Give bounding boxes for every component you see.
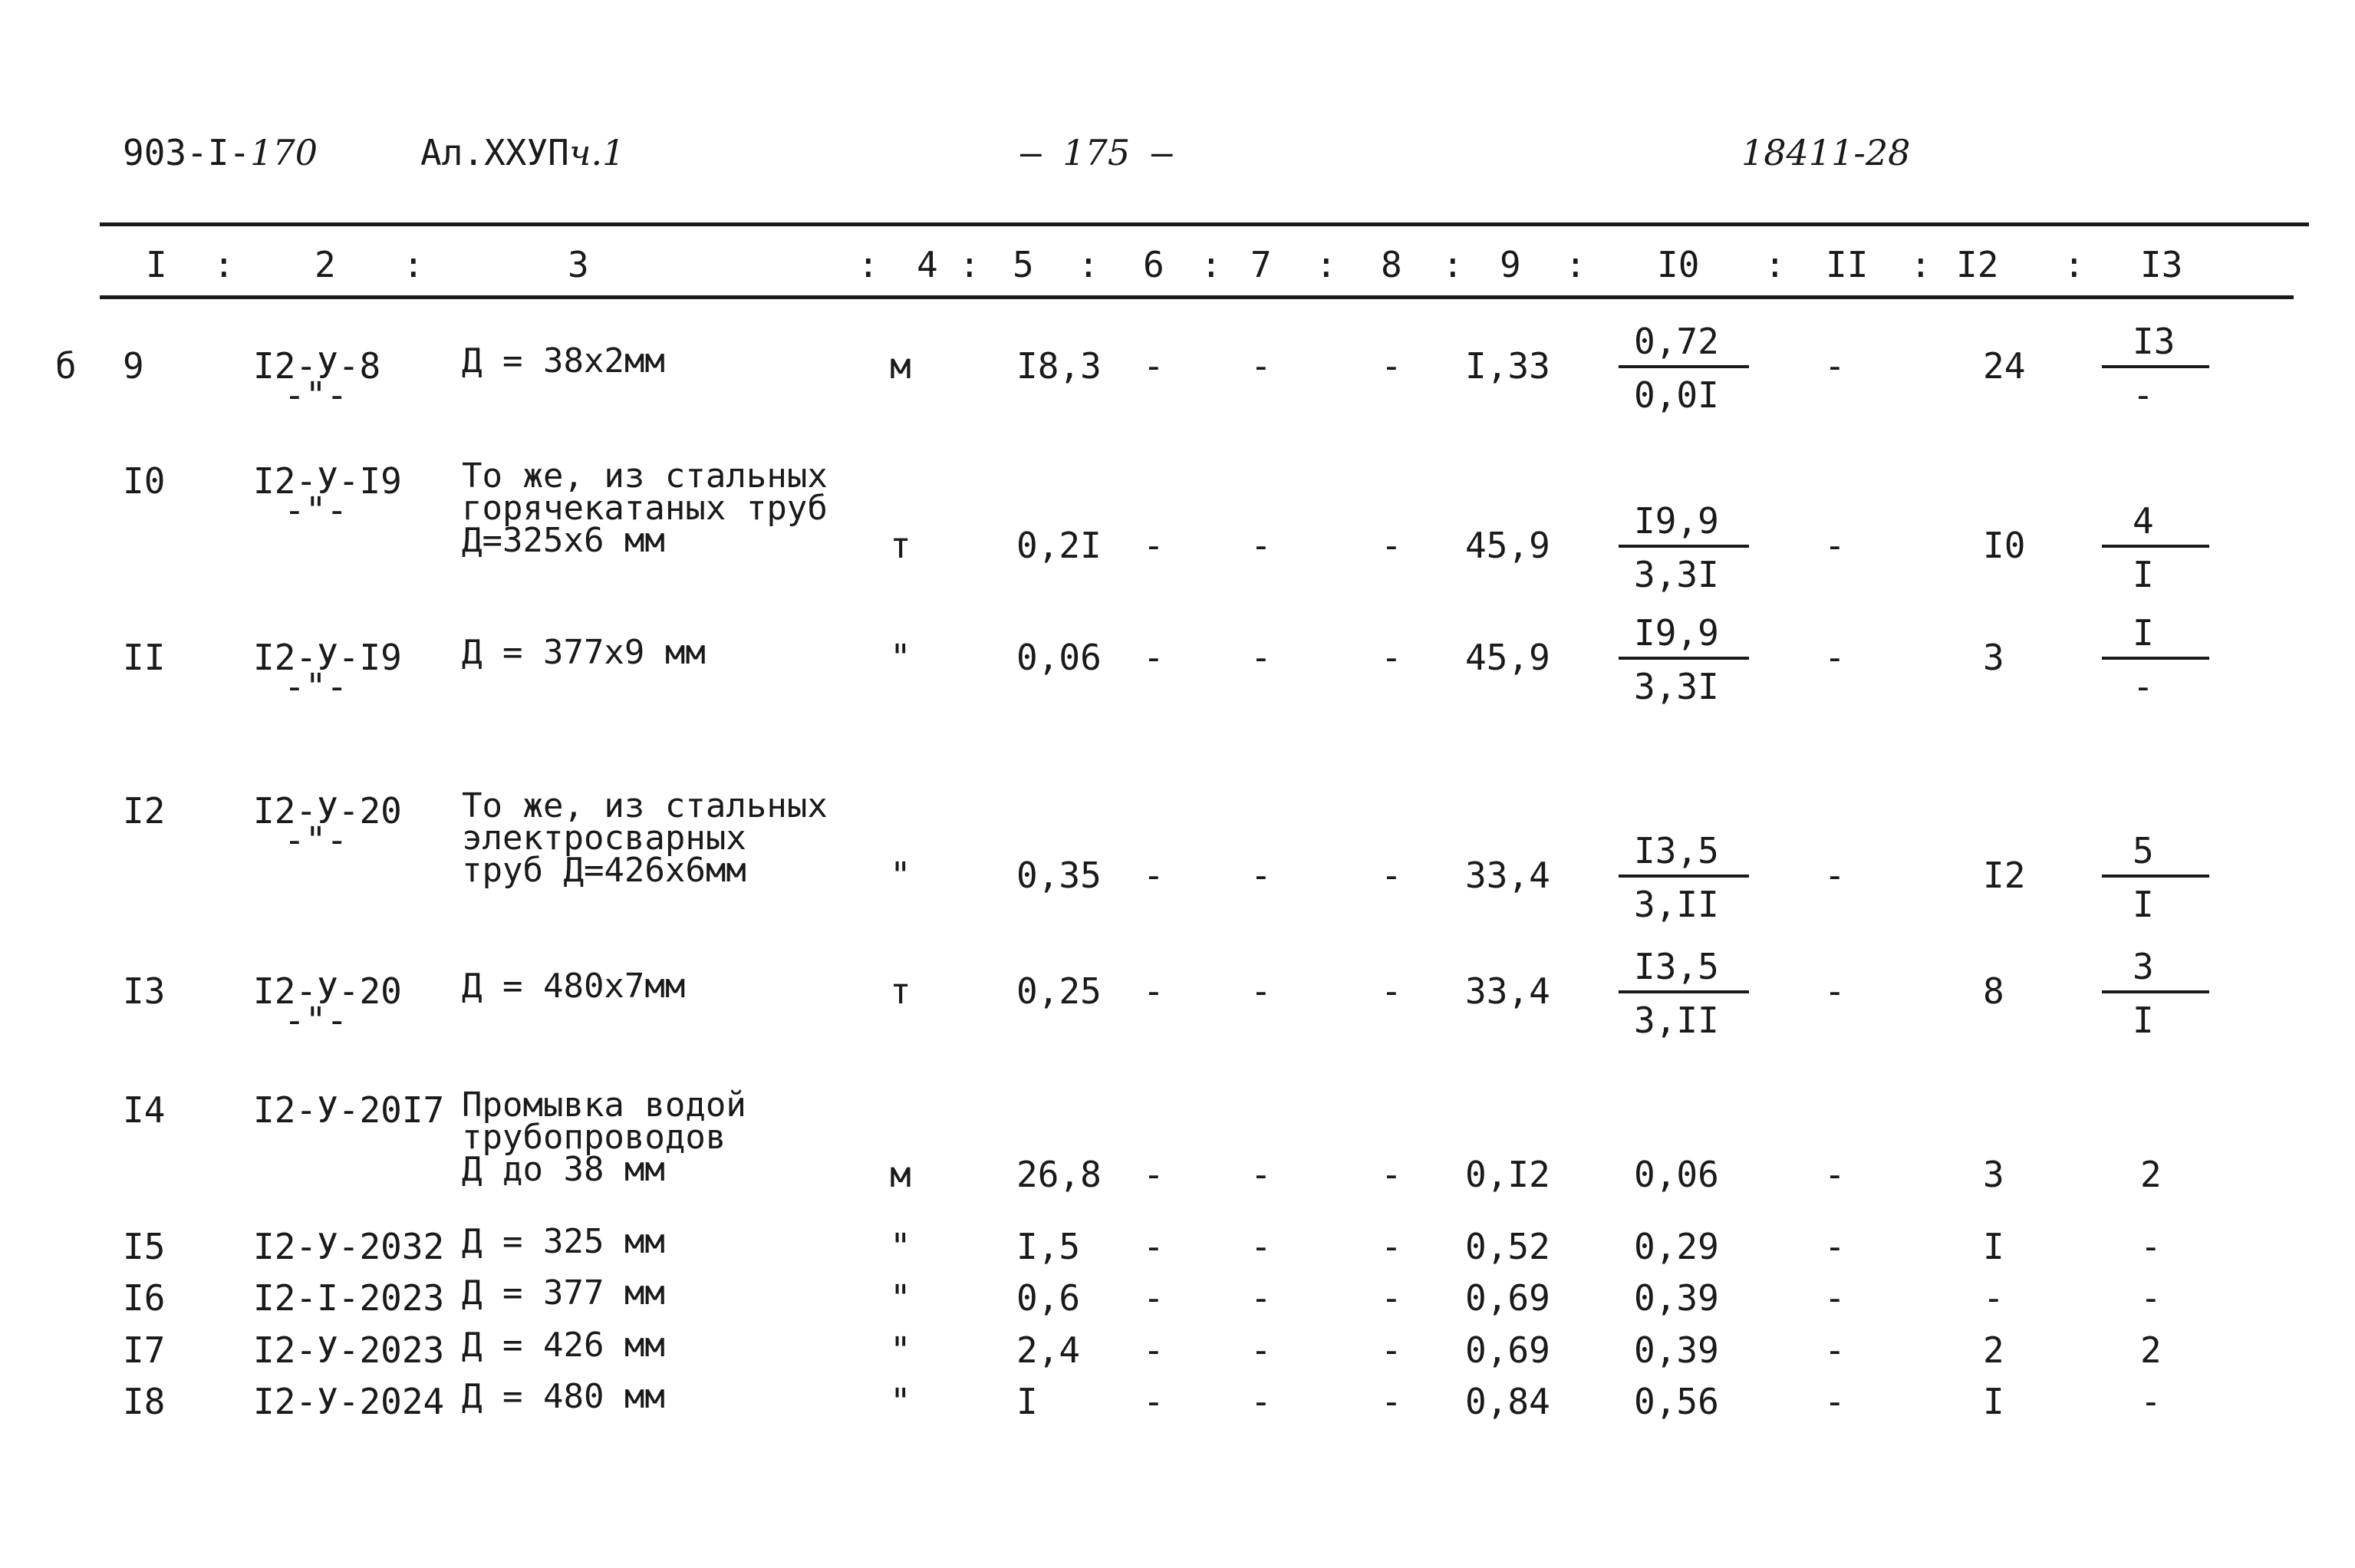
- description-line: Д = 480 мм: [462, 1377, 665, 1416]
- col5-value: 2,4: [1016, 1329, 1081, 1371]
- col5-value: I,5: [1016, 1226, 1081, 1267]
- col10-numerator: I9,9: [1634, 612, 1719, 654]
- col11-value: -: [1824, 1381, 1846, 1422]
- col6-value: -: [1143, 1226, 1164, 1267]
- col10-value: 0,39: [1634, 1277, 1719, 1319]
- col11-value: -: [1824, 1277, 1846, 1319]
- col10-fraction-line: [1619, 365, 1749, 368]
- col10-value: 0,06: [1634, 1154, 1719, 1195]
- col6-value: -: [1143, 1381, 1164, 1422]
- price-code: I2-У-20: [253, 970, 402, 1012]
- unit: ": [890, 1381, 911, 1422]
- unit: ": [890, 1277, 911, 1319]
- col13-value: 2: [2140, 1329, 2162, 1371]
- price-code: I2-У-I9: [253, 460, 402, 502]
- col13-denominator: I: [2133, 1000, 2154, 1041]
- col7-value: -: [1250, 345, 1272, 387]
- col5-value: 26,8: [1016, 1154, 1102, 1195]
- sheet-code: 18411-28: [1741, 132, 1911, 173]
- col12-value: I: [1983, 1226, 2004, 1267]
- col10-denominator: 3,II: [1634, 884, 1719, 925]
- col6-value: -: [1143, 1277, 1164, 1319]
- margin-mark: б: [55, 345, 77, 387]
- col10-value: 0,29: [1634, 1226, 1719, 1267]
- col13-fraction-line: [2102, 990, 2209, 993]
- col5-value: I: [1016, 1381, 1038, 1422]
- price-code: I2-I-2023: [253, 1277, 445, 1319]
- unit: ": [890, 1329, 911, 1371]
- col6-value: -: [1143, 1154, 1164, 1195]
- col13-numerator: I: [2133, 612, 2154, 654]
- col8-value: -: [1381, 1381, 1402, 1422]
- col13-fraction-line: [2102, 545, 2209, 548]
- col10-denominator: 3,3I: [1634, 554, 1719, 595]
- col7-value: -: [1250, 1226, 1272, 1267]
- col10-value: 0,39: [1634, 1329, 1719, 1371]
- col6-value: -: [1143, 855, 1164, 896]
- col6-value: -: [1143, 525, 1164, 566]
- col8-value: -: [1381, 345, 1402, 387]
- description-line: Д = 377х9 мм: [462, 633, 706, 672]
- price-code: I2-У-20: [253, 790, 402, 832]
- row-number: I4: [123, 1089, 166, 1131]
- col11-value: -: [1824, 1154, 1846, 1195]
- ditto-mark: -"-: [284, 666, 348, 707]
- col12-value: I0: [1983, 525, 2026, 566]
- description-line: труб Д=426х6мм: [462, 851, 746, 890]
- description-line: электросварных: [462, 819, 746, 858]
- col8-value: -: [1381, 1329, 1402, 1371]
- header-top-rule: [100, 222, 2309, 226]
- col7-value: -: [1250, 525, 1272, 566]
- column-header-6: 6: [1143, 244, 1164, 285]
- col7-value: -: [1250, 1154, 1272, 1195]
- col13-denominator: I: [2133, 884, 2154, 925]
- unit: т: [890, 970, 911, 1012]
- column-separator: :: [1910, 244, 1932, 285]
- col8-value: -: [1381, 1226, 1402, 1267]
- col10-denominator: 3,II: [1634, 1000, 1719, 1041]
- price-code: I2-У-I9: [253, 637, 402, 678]
- price-code: I2-У-20I7: [253, 1089, 445, 1131]
- col8-value: -: [1381, 970, 1402, 1012]
- description-line: Д = 38х2мм: [462, 341, 665, 380]
- col12-value: I: [1983, 1381, 2004, 1422]
- column-header-4: 4: [917, 244, 938, 285]
- ditto-mark: -"-: [284, 1000, 348, 1041]
- page-number: – 175 –: [1020, 132, 1173, 173]
- row-number: I7: [123, 1329, 166, 1371]
- col10-fraction-line: [1619, 657, 1749, 660]
- col10-value: 0,56: [1634, 1381, 1719, 1422]
- column-header-3: 3: [568, 244, 589, 285]
- description-line: Д = 325 мм: [462, 1222, 665, 1261]
- col13-value: -: [2140, 1277, 2162, 1319]
- col13-denominator: -: [2133, 374, 2154, 416]
- unit: т: [890, 525, 911, 566]
- description-line: трубопроводов: [462, 1118, 726, 1157]
- unit: м: [890, 1154, 911, 1195]
- row-number: I8: [123, 1381, 166, 1422]
- col11-value: -: [1824, 1329, 1846, 1371]
- column-header-II: II: [1826, 244, 1869, 285]
- row-number: I0: [123, 460, 166, 502]
- col10-fraction-line: [1619, 990, 1749, 993]
- col8-value: -: [1381, 637, 1402, 678]
- description-line: Д=325х6 мм: [462, 521, 665, 560]
- col5-value: 0,35: [1016, 855, 1102, 896]
- col13-numerator: 4: [2133, 500, 2154, 542]
- column-header-5: 5: [1013, 244, 1034, 285]
- col5-value: 0,6: [1016, 1277, 1081, 1319]
- col10-numerator: I3,5: [1634, 946, 1719, 987]
- row-number: 9: [123, 345, 144, 387]
- col12-value: 2: [1983, 1329, 2004, 1371]
- col11-value: -: [1824, 525, 1846, 566]
- column-header-8: 8: [1381, 244, 1402, 285]
- column-separator: :: [959, 244, 980, 285]
- column-separator: :: [1442, 244, 1464, 285]
- col10-fraction-line: [1619, 545, 1749, 548]
- row-number: I6: [123, 1277, 166, 1319]
- doc-number-prefix: 903-I-: [123, 132, 251, 173]
- col5-value: 0,2I: [1016, 525, 1102, 566]
- col13-numerator: 3: [2133, 946, 2154, 987]
- description-line: Д = 426 мм: [462, 1326, 665, 1365]
- header-bottom-rule: [100, 295, 2294, 299]
- ditto-mark: -"-: [284, 819, 348, 861]
- col12-value: 3: [1983, 637, 2004, 678]
- unit: м: [890, 345, 911, 387]
- album-label: Ал.ХХУП: [420, 132, 569, 173]
- col9-value: 0,69: [1465, 1277, 1550, 1319]
- album-part-handwritten: ч.1: [568, 132, 625, 173]
- column-header-I: I: [146, 244, 167, 285]
- row-number: I3: [123, 970, 166, 1012]
- col11-value: -: [1824, 345, 1846, 387]
- col8-value: -: [1381, 525, 1402, 566]
- price-code: I2-У-2032: [253, 1226, 445, 1267]
- column-separator: :: [1201, 244, 1222, 285]
- column-separator: :: [1764, 244, 1786, 285]
- column-separator: :: [1565, 244, 1586, 285]
- col9-value: I,33: [1465, 345, 1550, 387]
- col7-value: -: [1250, 637, 1272, 678]
- col13-numerator: I3: [2133, 321, 2175, 362]
- album-ref: [420, 132, 624, 173]
- col8-value: -: [1381, 1154, 1402, 1195]
- column-header-9: 9: [1500, 244, 1521, 285]
- doc-number: [123, 132, 318, 173]
- col6-value: -: [1143, 637, 1164, 678]
- col5-value: I8,3: [1016, 345, 1102, 387]
- price-code: I2-У-8: [253, 345, 381, 387]
- col13-value: 2: [2140, 1154, 2162, 1195]
- column-separator: :: [403, 244, 424, 285]
- ditto-mark: -"-: [284, 374, 348, 416]
- col7-value: -: [1250, 970, 1272, 1012]
- col12-value: -: [1983, 1277, 2004, 1319]
- col13-denominator: -: [2133, 666, 2154, 707]
- col9-value: 45,9: [1465, 637, 1550, 678]
- col13-numerator: 5: [2133, 830, 2154, 871]
- description-line: Промывка водой: [462, 1085, 746, 1125]
- col11-value: -: [1824, 855, 1846, 896]
- col13-fraction-line: [2102, 365, 2209, 368]
- description-line: Д = 377 мм: [462, 1273, 665, 1313]
- col9-value: 33,4: [1465, 970, 1550, 1012]
- col10-denominator: 3,3I: [1634, 666, 1719, 707]
- col7-value: -: [1250, 1277, 1272, 1319]
- row-number: I2: [123, 790, 166, 832]
- col13-fraction-line: [2102, 875, 2209, 878]
- row-number: II: [123, 637, 166, 678]
- col6-value: -: [1143, 970, 1164, 1012]
- description-line: То же, из стальных: [462, 786, 828, 825]
- page-number-value: 175: [1062, 132, 1131, 173]
- col7-value: -: [1250, 1381, 1272, 1422]
- col5-value: 0,25: [1016, 970, 1102, 1012]
- col9-value: 0,84: [1465, 1381, 1550, 1422]
- column-separator: :: [2064, 244, 2085, 285]
- col9-value: 0,69: [1465, 1329, 1550, 1371]
- row-number: I5: [123, 1226, 166, 1267]
- column-separator: :: [858, 244, 879, 285]
- column-header-I0: I0: [1657, 244, 1700, 285]
- col12-value: I2: [1983, 855, 2026, 896]
- ditto-mark: -"-: [284, 489, 348, 531]
- col11-value: -: [1824, 1226, 1846, 1267]
- col13-value: -: [2140, 1226, 2162, 1267]
- col10-denominator: 0,0I: [1634, 374, 1719, 416]
- col9-value: 0,52: [1465, 1226, 1550, 1267]
- price-code: I2-У-2024: [253, 1381, 445, 1422]
- description-line: горячекатаных труб: [462, 489, 828, 528]
- column-header-2: 2: [315, 244, 336, 285]
- unit: ": [890, 1226, 911, 1267]
- col9-value: 0,I2: [1465, 1154, 1550, 1195]
- col12-value: 3: [1983, 1154, 2004, 1195]
- col6-value: -: [1143, 1329, 1164, 1371]
- col13-value: -: [2140, 1381, 2162, 1422]
- col12-value: 8: [1983, 970, 2004, 1012]
- column-separator: :: [1316, 244, 1337, 285]
- col5-value: 0,06: [1016, 637, 1102, 678]
- col7-value: -: [1250, 1329, 1272, 1371]
- description-line: То же, из стальных: [462, 456, 828, 496]
- price-code: I2-У-2023: [253, 1329, 445, 1371]
- col10-numerator: I3,5: [1634, 830, 1719, 871]
- col9-value: 33,4: [1465, 855, 1550, 896]
- column-header-I3: I3: [2140, 244, 2183, 285]
- col11-value: -: [1824, 970, 1846, 1012]
- col8-value: -: [1381, 1277, 1402, 1319]
- column-separator: :: [213, 244, 235, 285]
- col13-fraction-line: [2102, 657, 2209, 660]
- doc-number-handwritten: 170: [250, 132, 318, 173]
- col11-value: -: [1824, 637, 1846, 678]
- col8-value: -: [1381, 855, 1402, 896]
- col6-value: -: [1143, 345, 1164, 387]
- col7-value: -: [1250, 855, 1272, 896]
- col9-value: 45,9: [1465, 525, 1550, 566]
- description-line: Д до 38 мм: [462, 1150, 665, 1189]
- col12-value: 24: [1983, 345, 2026, 387]
- unit: ": [890, 637, 911, 678]
- col10-numerator: I9,9: [1634, 500, 1719, 542]
- col10-fraction-line: [1619, 875, 1749, 878]
- col10-numerator: 0,72: [1634, 321, 1719, 362]
- column-separator: :: [1078, 244, 1099, 285]
- col13-denominator: I: [2133, 554, 2154, 595]
- description-line: Д = 480х7мм: [462, 967, 686, 1006]
- unit: ": [890, 855, 911, 896]
- column-header-I2: I2: [1956, 244, 1999, 285]
- column-header-7: 7: [1250, 244, 1272, 285]
